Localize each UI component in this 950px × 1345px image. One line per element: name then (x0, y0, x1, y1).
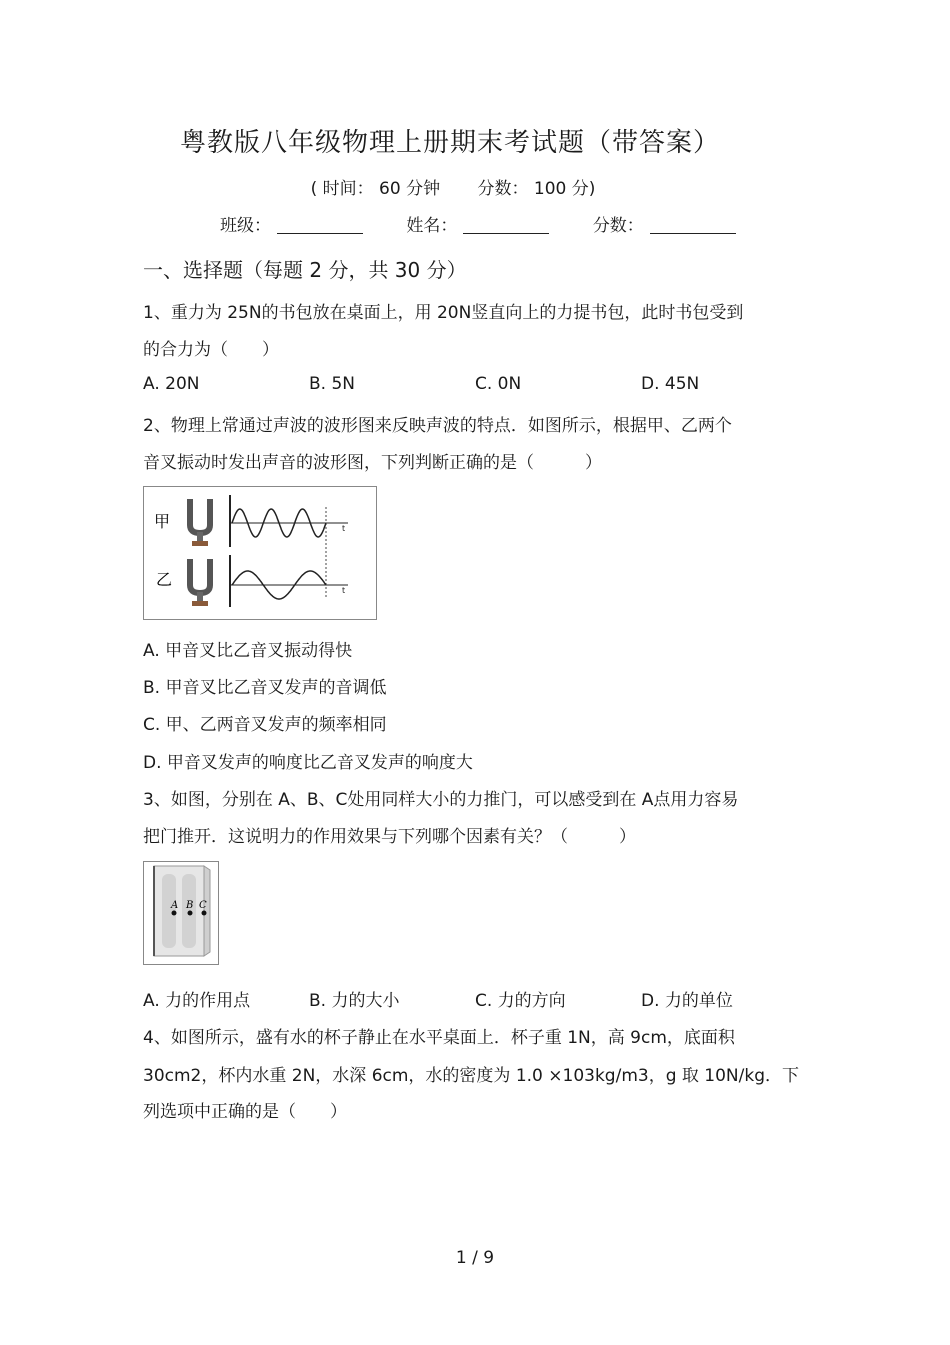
name-label: 姓名： (406, 216, 458, 236)
question-3-option-c: C. 力的方向 (475, 991, 566, 1011)
question-2-line-2: 音叉振动时发出声音的波形图，下列判断正确的是（ ） (143, 453, 602, 473)
tuning-fork-icon (190, 559, 210, 606)
class-field (220, 211, 363, 236)
tuning-fork-icon (190, 499, 210, 546)
waveform-diagram (144, 487, 376, 619)
question-1-line-1: 1、重力为 25N的书包放在桌面上，用 20N竖直向上的力提书包，此时书包受到 (143, 303, 744, 323)
door-point-a: A (171, 900, 179, 911)
points-field (593, 211, 736, 236)
question-2-option-a: A. 甲音叉比乙音叉振动得快 (143, 641, 353, 661)
class-blank[interactable] (277, 215, 363, 234)
points-blank[interactable] (650, 215, 736, 234)
name-field (406, 211, 549, 236)
question-3-line-1: 3、如图，分别在 A、B、C处用同样大小的力推门，可以感受到在 A点用力容易 (143, 790, 739, 810)
name-blank[interactable] (463, 215, 549, 234)
door-point-c: C (199, 900, 207, 911)
class-label: 班级： (220, 216, 271, 236)
question-4-line-2: 30cm2，杯内水重 2N，水深 6cm，水的密度为 1.0 ×103kg/m3，g 取 10N/kg．下 (143, 1066, 800, 1086)
page-number: 1 / 9 (455, 1248, 495, 1268)
question-3-option-d: D. 力的单位 (641, 991, 733, 1011)
door-figure (143, 861, 219, 965)
question-1-line-2: 的合力为（ ） (143, 340, 279, 360)
question-4-line-3: 列选项中正确的是（ ） (143, 1102, 347, 1122)
question-1-option-a: A. 20N (143, 374, 200, 394)
student-info (220, 211, 774, 236)
question-1-option-b: B. 5N (309, 374, 356, 394)
question-2-line-1: 2、物理上常通过声波的波形图来反映声波的特点．如图所示，根据甲、乙两个 (143, 416, 732, 436)
question-4-line-1: 4、如图所示，盛有水的杯子静止在水平桌面上．杯子重 1N，高 9cm，底面积 (143, 1028, 735, 1048)
tuning-fork-waveform-figure (143, 486, 377, 620)
section-heading: 一、选择题（每题 2 分，共 30 分） (143, 258, 467, 282)
points-label: 分数： (592, 216, 644, 236)
exam-meta (0, 174, 906, 199)
question-2-option-d: D. 甲音叉发声的响度比乙音叉发声的响度大 (143, 753, 473, 773)
svg-text:t: t (342, 586, 346, 595)
fork-label-jia: 甲 (154, 512, 171, 531)
page-title: 粤教版八年级物理上册期末考试题（带答案） (179, 128, 720, 158)
question-3-line-2: 把门推开．这说明力的作用效果与下列哪个因素有关？（ ） (143, 827, 636, 847)
question-3-option-b: B. 力的大小 (309, 991, 400, 1011)
question-2-option-c: C. 甲、乙两音叉发声的频率相同 (143, 715, 387, 735)
svg-text:t: t (342, 524, 346, 533)
question-1-option-c: C. 0N (475, 374, 522, 394)
door-point-b: B (186, 900, 194, 911)
question-2-option-b: B. 甲音叉比乙音叉发声的音调低 (143, 678, 387, 698)
fork-label-yi: 乙 (156, 570, 173, 589)
time-label: ( 时间： 60 分钟 (310, 179, 441, 199)
question-1-option-d: D. 45N (641, 374, 700, 394)
score-label: 分数： 100 分) (477, 179, 596, 199)
door-diagram (144, 862, 218, 964)
question-3-option-a: A. 力的作用点 (143, 991, 251, 1011)
